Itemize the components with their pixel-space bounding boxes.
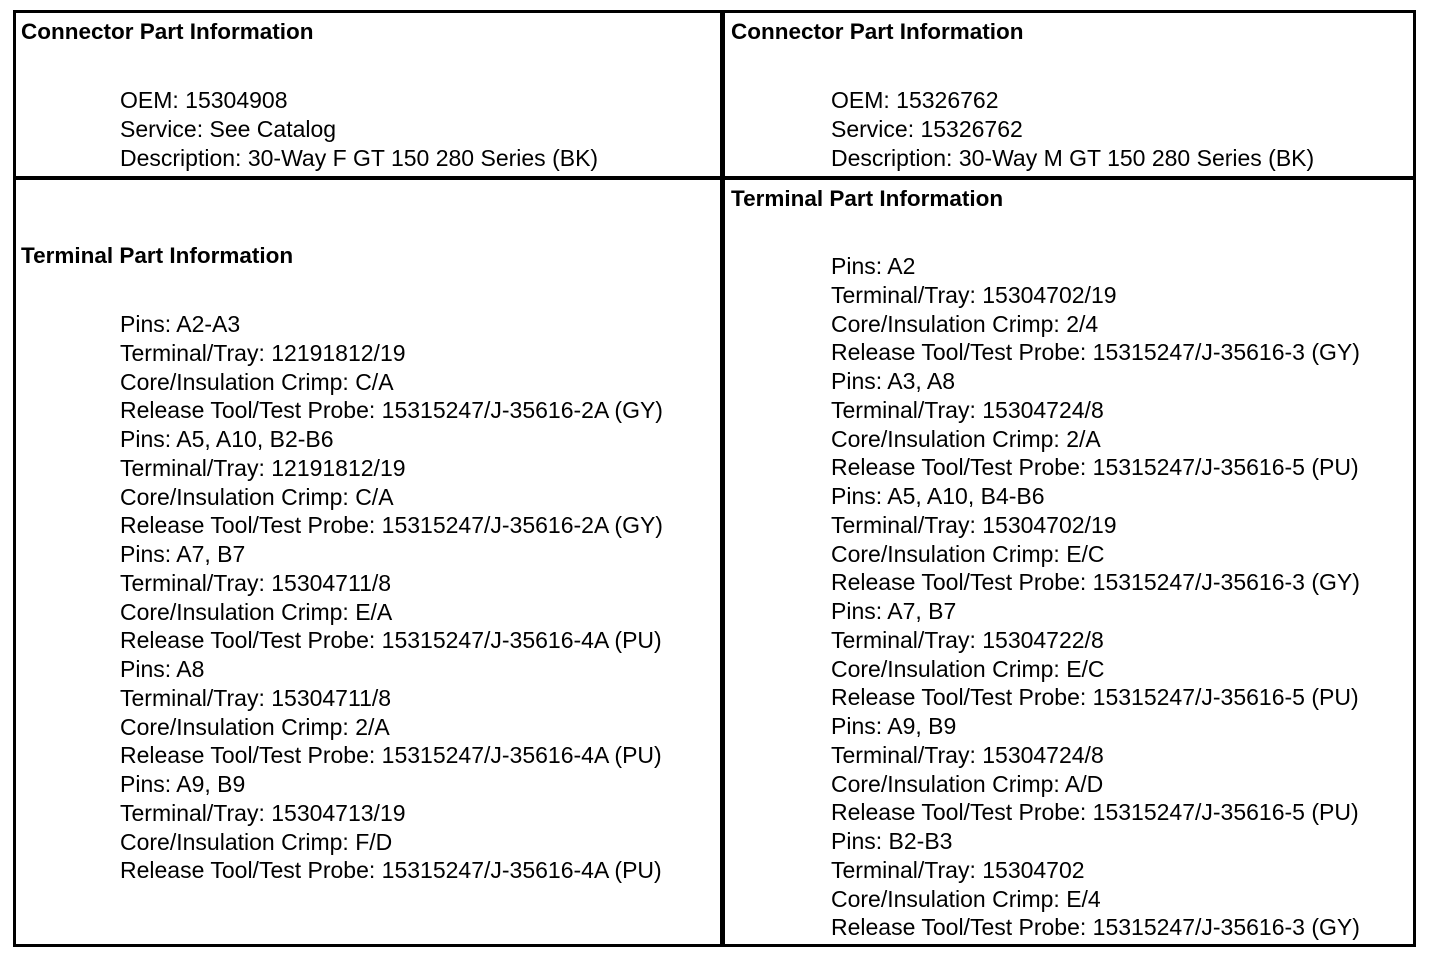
right-terminal-line: Pins: A2 <box>831 253 916 279</box>
left-connector-line: OEM: 15304908 <box>120 87 288 113</box>
right-terminal-line: Core/Insulation Crimp: A/D <box>831 770 1104 797</box>
right-connector-line: OEM: 15326762 <box>831 87 999 113</box>
left-terminal-line: Core/Insulation Crimp: C/A <box>120 368 394 395</box>
left-terminal-heading: Terminal Part Information <box>21 243 294 268</box>
left-connector-lines <box>120 86 598 172</box>
right-terminal-line: Terminal/Tray: 15304702/19 <box>831 511 1117 538</box>
right-terminal-line: Release Tool/Test Probe: 15315247/J-35616-5 (PU) <box>831 799 1359 826</box>
left-terminal-line: Terminal/Tray: 15304713/19 <box>120 799 406 826</box>
right-terminal-line: Pins: A3, A8 <box>831 368 956 394</box>
left-terminal-line: Core/Insulation Crimp: C/A <box>120 483 394 510</box>
left-terminal-line: Core/Insulation Crimp: 2/A <box>120 713 390 740</box>
right-terminal-line: Core/Insulation Crimp: 2/4 <box>831 310 1099 337</box>
right-terminal-line: Pins: A5, A10, B4-B6 <box>831 483 1045 509</box>
right-terminal-line: Pins: A9, B9 <box>831 713 957 739</box>
right-terminal-line: Pins: A7, B7 <box>831 598 957 624</box>
left-terminal-line: Pins: A8 <box>120 656 205 682</box>
row-divider <box>13 176 1416 180</box>
left-terminal-line: Terminal/Tray: 12191812/19 <box>120 454 406 481</box>
left-terminal-line: Release Tool/Test Probe: 15315247/J-35616-2A (GY) <box>120 512 663 539</box>
left-terminal-line: Pins: A9, B9 <box>120 771 246 797</box>
right-terminal-line: Core/Insulation Crimp: E/4 <box>831 885 1101 912</box>
left-connector-heading: Connector Part Information <box>21 19 314 44</box>
left-terminal-line: Pins: A7, B7 <box>120 541 246 567</box>
left-terminal-line: Terminal/Tray: 12191812/19 <box>120 339 406 366</box>
left-terminal-line: Release Tool/Test Probe: 15315247/J-35616-2A (GY) <box>120 397 663 424</box>
right-terminal-line: Core/Insulation Crimp: E/C <box>831 655 1105 682</box>
left-connector-line: Description: 30-Way F GT 150 280 Series (BK) <box>120 144 599 171</box>
left-terminal-line: Pins: A2-A3 <box>120 311 241 337</box>
left-terminal-line: Core/Insulation Crimp: E/A <box>120 598 393 625</box>
left-terminal-line: Release Tool/Test Probe: 15315247/J-35616-4A (PU) <box>120 857 662 884</box>
right-terminal-line: Terminal/Tray: 15304702 <box>831 856 1085 883</box>
right-connector-lines <box>831 86 1314 172</box>
left-terminal-line: Release Tool/Test Probe: 15315247/J-35616-4A (PU) <box>120 627 662 654</box>
right-terminal-line: Terminal/Tray: 15304724/8 <box>831 741 1104 768</box>
right-connector-line: Description: 30-Way M GT 150 280 Series (BK) <box>831 144 1315 171</box>
left-terminal-line: Core/Insulation Crimp: F/D <box>120 828 393 855</box>
left-terminal-lines <box>120 310 663 885</box>
column-divider <box>720 10 725 947</box>
right-terminal-line: Core/Insulation Crimp: 2/A <box>831 425 1101 452</box>
right-terminal-lines <box>831 252 1360 942</box>
right-terminal-line: Terminal/Tray: 15304722/8 <box>831 626 1104 653</box>
right-terminal-line: Release Tool/Test Probe: 15315247/J-35616-3 (GY) <box>831 339 1360 366</box>
left-terminal-line: Terminal/Tray: 15304711/8 <box>120 569 392 596</box>
right-terminal-line: Terminal/Tray: 15304702/19 <box>831 281 1117 308</box>
right-terminal-line: Pins: B2-B3 <box>831 828 953 854</box>
right-terminal-line: Release Tool/Test Probe: 15315247/J-35616-5 (PU) <box>831 684 1359 711</box>
left-connector-line: Service: See Catalog <box>120 115 337 142</box>
right-terminal-line: Release Tool/Test Probe: 15315247/J-35616-5 (PU) <box>831 454 1359 481</box>
left-terminal-line: Release Tool/Test Probe: 15315247/J-35616-4A (PU) <box>120 742 662 769</box>
left-terminal-line: Terminal/Tray: 15304711/8 <box>120 684 392 711</box>
right-terminal-line: Release Tool/Test Probe: 15315247/J-35616-3 (GY) <box>831 569 1360 596</box>
right-terminal-line: Terminal/Tray: 15304724/8 <box>831 396 1104 423</box>
right-connector-heading: Connector Part Information <box>731 19 1024 44</box>
right-terminal-line: Core/Insulation Crimp: E/C <box>831 540 1105 567</box>
right-connector-line: Service: 15326762 <box>831 115 1023 142</box>
right-terminal-heading: Terminal Part Information <box>731 186 1004 211</box>
right-terminal-line: Release Tool/Test Probe: 15315247/J-35616-3 (GY) <box>831 914 1360 941</box>
left-terminal-line: Pins: A5, A10, B2-B6 <box>120 426 334 452</box>
